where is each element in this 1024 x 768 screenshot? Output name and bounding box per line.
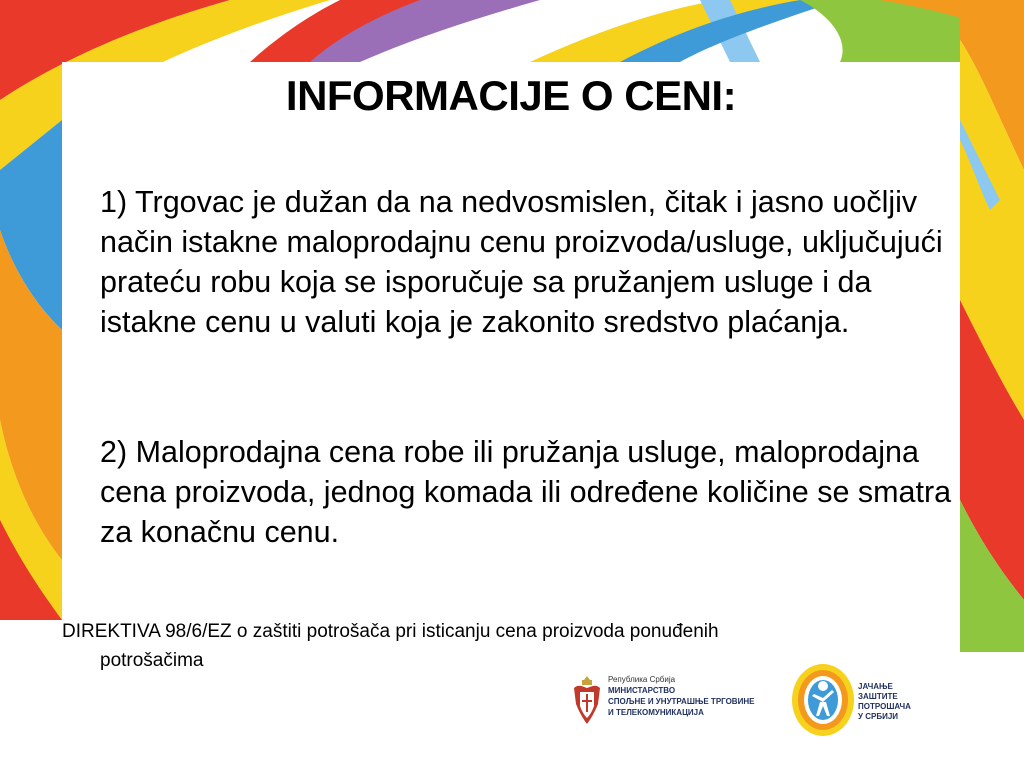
directive-source-line-1: DIREKTIVA 98/6/EZ o zaštiti potrošača pri isticanju cena proizvoda ponuđenih <box>62 621 719 642</box>
price-rule-paragraph-2: 2) Maloprodajna cena robe ili pružanja usluge, maloprodajna cena proizvoda, jednog komada ili određene količine se smatra za konačnu cenu. <box>100 435 952 549</box>
ministry-line-2: МИНИСТАРСТВО <box>608 686 676 695</box>
consumer-line-2: ЗАШТИТЕ <box>858 692 898 701</box>
consumer-text <box>858 682 911 722</box>
ministry-text <box>608 674 754 718</box>
consumer-protection-figure-icon <box>790 660 856 740</box>
directive-source-line-2: potrošačima <box>100 650 204 671</box>
serbian-coat-of-arms-icon <box>572 674 602 726</box>
consumer-line-3: ПОТРОШАЧА <box>858 702 911 711</box>
ministry-line-1: Република Србија <box>608 675 676 684</box>
slide-title: INFORMACIJE O CENI: <box>285 72 737 119</box>
ministry-line-4: И ТЕЛЕКОМУНИКАЦИЈА <box>608 708 704 717</box>
ministry-line-3: СПОЉНЕ И УНУТРАШЊЕ ТРГОВИНЕ <box>608 697 755 706</box>
price-rule-paragraph-1: 1) Trgovac je dužan da na nedvosmislen, čitak i jasno uočljiv način istakne maloprodajnu cenu proizvoda/usluge, uključujući prateću robu koja se isporučuje sa pružanjem usluge i da istakne cenu u valuti koja je zakonito sredstvo plaćanja. <box>100 185 943 339</box>
content-panel <box>62 62 960 652</box>
ministry-logo <box>572 672 792 732</box>
consumer-line-1: ЈАЧАЊЕ <box>858 682 893 691</box>
consumer-protection-logo <box>790 660 930 740</box>
consumer-line-4: У СРБИЈИ <box>858 712 899 721</box>
